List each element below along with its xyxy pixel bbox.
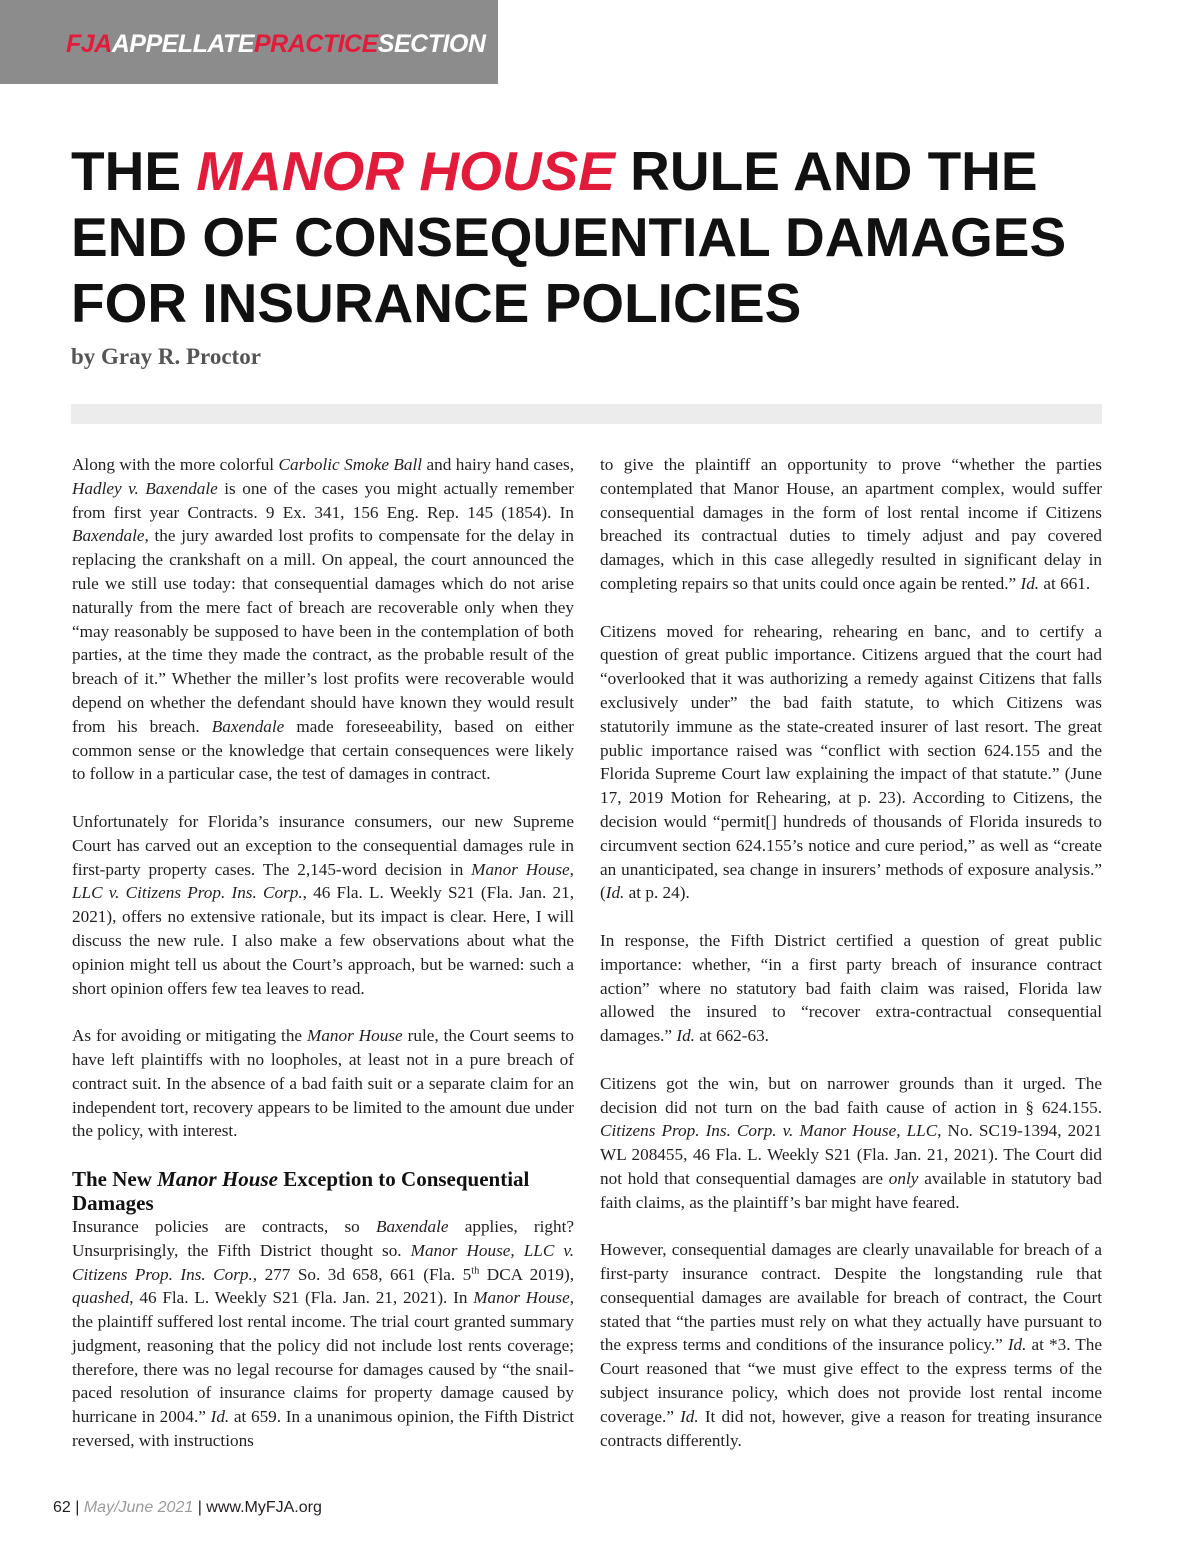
text-run: to give the plaintiff an opportunity to prove “whether the parties contemplated that Manor House, an apartment complex, would suffer consequential damages in the form of lost rental income if Citizens breached its contractual duties to timely adjust and pay covered damages, which in this case allegedly resulted in significant delay in completing repairs so that units could once again be rented.” (600, 455, 1102, 593)
right-column (600, 453, 1102, 1452)
text-run: As for avoiding or mitigating the (72, 1026, 307, 1046)
paragraph (72, 810, 574, 1000)
title-part-after: RULE AND THE END OF CONSEQUENTIAL DAMAGES FOR INSURANCE POLICIES (71, 140, 1067, 334)
italic-run: Id. (1007, 1335, 1027, 1355)
italic-run: Manor House (307, 1026, 403, 1046)
italic-run: only (888, 1168, 919, 1188)
text-run: Exception to Consequential Damages (72, 1166, 530, 1215)
section-heading (72, 1167, 574, 1215)
italic-run: Baxendale (211, 716, 285, 736)
italic-run: Id. (680, 1406, 699, 1426)
italic-run: Baxendale (72, 526, 145, 546)
title-part-before: THE (71, 140, 197, 202)
left-column (72, 453, 574, 1453)
text-run: available in statutory bad faith claims, as the plaintiff’s bar might have feared. (600, 1168, 1102, 1212)
divider-bar (71, 404, 1102, 424)
text-run: at p. 24). (624, 883, 690, 903)
section-label-practice: PRACTICE (254, 30, 378, 58)
italic-run: Citizens Prop. Ins. Corp. v. Manor House, LLC (600, 1121, 938, 1141)
text-run: Insurance policies are contracts, so (72, 1216, 376, 1236)
text-run: made foreseeability, based on either common sense or the knowledge that certain consequences were likely to follow in a particular case, the test of damages in contract. (72, 716, 574, 784)
text-run: It did not, however, give a reason for treating insurance contracts differently. (600, 1406, 1102, 1450)
text-run: , 46 Fla. L. Weekly S21 (Fla. Jan. 21, 2021), offers no extensive rationale, but its impact is clear. Here, I will discuss the new rule. I also make a few observations about what the opinion might tell us about the Court’s approach, but be warned: such a short opinion offers few tea leaves to read. (72, 883, 575, 998)
text-run: The New (72, 1166, 158, 1191)
text-run: Citizens got the win, but on narrower grounds than it urged. The decision did not turn on the bad faith cause of action in § 624.155. (600, 1073, 1102, 1117)
article-title (71, 138, 1151, 336)
text-run: applies, right? Unsurprisingly, the Fifth District thought so. (72, 1216, 575, 1260)
section-tab (0, 0, 498, 84)
italic-run: Manor House, LLC v. Citizens Prop. Ins. Corp. (72, 1240, 574, 1284)
italic-run: Id. (1020, 573, 1040, 593)
page-number: 62 (53, 1499, 71, 1516)
paragraph (72, 453, 574, 786)
italic-run: Baxendale (375, 1216, 449, 1236)
text-run: Citizens moved for rehearing, rehearing en banc, and to certify a question of great public importance. Citizens argued that the court had “overlooked that it was authorizing a remedy against Citizens that falls exclusively under” the bad faith statute, to which Citizens was statutorily immune as the state-created insurer of last resort. The great public importance raised was “conflict with section 624.155 and the Florida Supreme Court law explaining the impact of that statute.” (June 17, 2019 Motion for Rehearing, at p. 23). According to Citizens, the decision would “permit[] hundreds of thousands of Florida insureds to circumvent section 624.155’s notice and cure period,” as well as “create an unanticipated, sea change in insurers’ methods of exposure analysis.” ( (600, 621, 1102, 903)
text-run: , 277 So. 3d 658, 661 (Fla. 5 (252, 1264, 472, 1284)
section-label-fja: FJA (66, 30, 112, 58)
paragraph (600, 1238, 1102, 1452)
footer-separator: | (70, 1499, 84, 1516)
text-run: , No. SC19-1394, 2021 WL 208455, 46 Fla. L. Weekly S21 (Fla. Jan. 21, 2021). The Court did not hold that consequential damages are (600, 1121, 1102, 1188)
text-run: , the plaintiff suffered lost rental income. The trial court granted summary judgment, reasoning that the policy did not include lost rents coverage; therefore, there was no legal recourse for damages caused by “the snail-paced resolution of insurance claims for property damage caused by hurricane in 2004.” (72, 1288, 574, 1427)
italic-run: Id. (605, 883, 625, 903)
byline: by Gray R. Proctor (71, 344, 261, 369)
italic-run: Id. (210, 1407, 230, 1427)
paragraph (600, 929, 1102, 1048)
paragraph (600, 1072, 1102, 1215)
text-run: at *3. The Court reasoned that “we must give effect to the express terms of the subject insurance policy, which does not provide lost rental income coverage.” (600, 1335, 1102, 1426)
italic-run: Manor House, LLC v. Citizens Prop. Ins. Corp. (72, 859, 574, 903)
paragraph (600, 453, 1102, 596)
footer-separator: | (193, 1499, 207, 1516)
text-run: In response, the Fifth District certified a question of great public importance: whether, “in a first party breach of insurance contract action” where no statutory bad faith claim was raised, Florida law allowed the insured to “recover extra-contractual consequential damages.” (600, 930, 1102, 1046)
italic-run: Hadley v. Baxendale (72, 478, 218, 498)
page-footer (53, 1499, 322, 1517)
footer-website[interactable]: www.MyFJA.org (206, 1499, 322, 1516)
issue-date: May/June 2021 (83, 1499, 194, 1516)
text-run: rule, the Court seems to have left plaintiffs with no loopholes, at least not in a pure breach of contract suit. In the absence of a bad faith suit or a separate claim for an independent tort, recovery appears to be limited to the amount due under the policy, with interest. (72, 1026, 574, 1141)
paragraph (72, 1215, 574, 1453)
text-run: at 662-63. (694, 1026, 769, 1046)
text-run: However, consequential damages are clearly unavailable for breach of a first-party insurance contract. Despite the longstanding rule that consequential damages are available for breach of contract, the Court stated that “the parties must rely on what they actually have pursuant to the express terms and conditions of the insurance policy.” (600, 1240, 1102, 1355)
text-run: Along with the more colorful (72, 455, 279, 474)
superscript-run: th (471, 1264, 480, 1276)
text-run: , 46 Fla. L. Weekly S21 (Fla. Jan. 21, 2021). In (129, 1288, 474, 1308)
italic-run: Carbolic Smoke Ball (278, 455, 423, 474)
text-run: Unfortunately for Florida’s insurance consumers, our new Supreme Court has carved out an exception to the consequential damages rule in first-party property cases. The 2,145-word decision in (72, 811, 574, 879)
section-label-appellate: APPELLATE (111, 30, 254, 58)
title-emphasis: MANOR HOUSE (196, 140, 615, 202)
text-run: is one of the cases you might actually remember from first year Contracts. 9 Ex. 341, 156 Eng. Rep. 145 (1854). In (72, 478, 574, 522)
italic-run: Id. (676, 1026, 695, 1046)
italic-run: Manor House (157, 1166, 278, 1191)
text-run: and hairy hand cases, (422, 455, 574, 474)
text-run: at 659. In a unanimous opinion, the Fifth District reversed, with instructions (72, 1407, 575, 1451)
section-label (66, 30, 485, 59)
section-label-section: SECTION (377, 30, 486, 58)
italic-run: quashed (72, 1288, 130, 1308)
paragraph (72, 1024, 574, 1143)
paragraph (600, 620, 1102, 906)
text-run: DCA 2019), (479, 1264, 574, 1284)
italic-run: Manor House (473, 1288, 570, 1308)
text-run: , the jury awarded lost profits to compensate for the delay in replacing the crankshaft on a mill. On appeal, the court announced the rule we still use today: that consequential damages which do not arise naturally from the mere fact of breach are recoverable only when they “may reasonably be supposed to have been in the contemplation of both parties, at the time they made the contract, as the probable result of the breach of it.” Whether the miller’s lost profits were recoverable would depend on whether the defendant should have known they would result from his breach. (72, 526, 574, 736)
text-run: at 661. (1039, 573, 1091, 593)
